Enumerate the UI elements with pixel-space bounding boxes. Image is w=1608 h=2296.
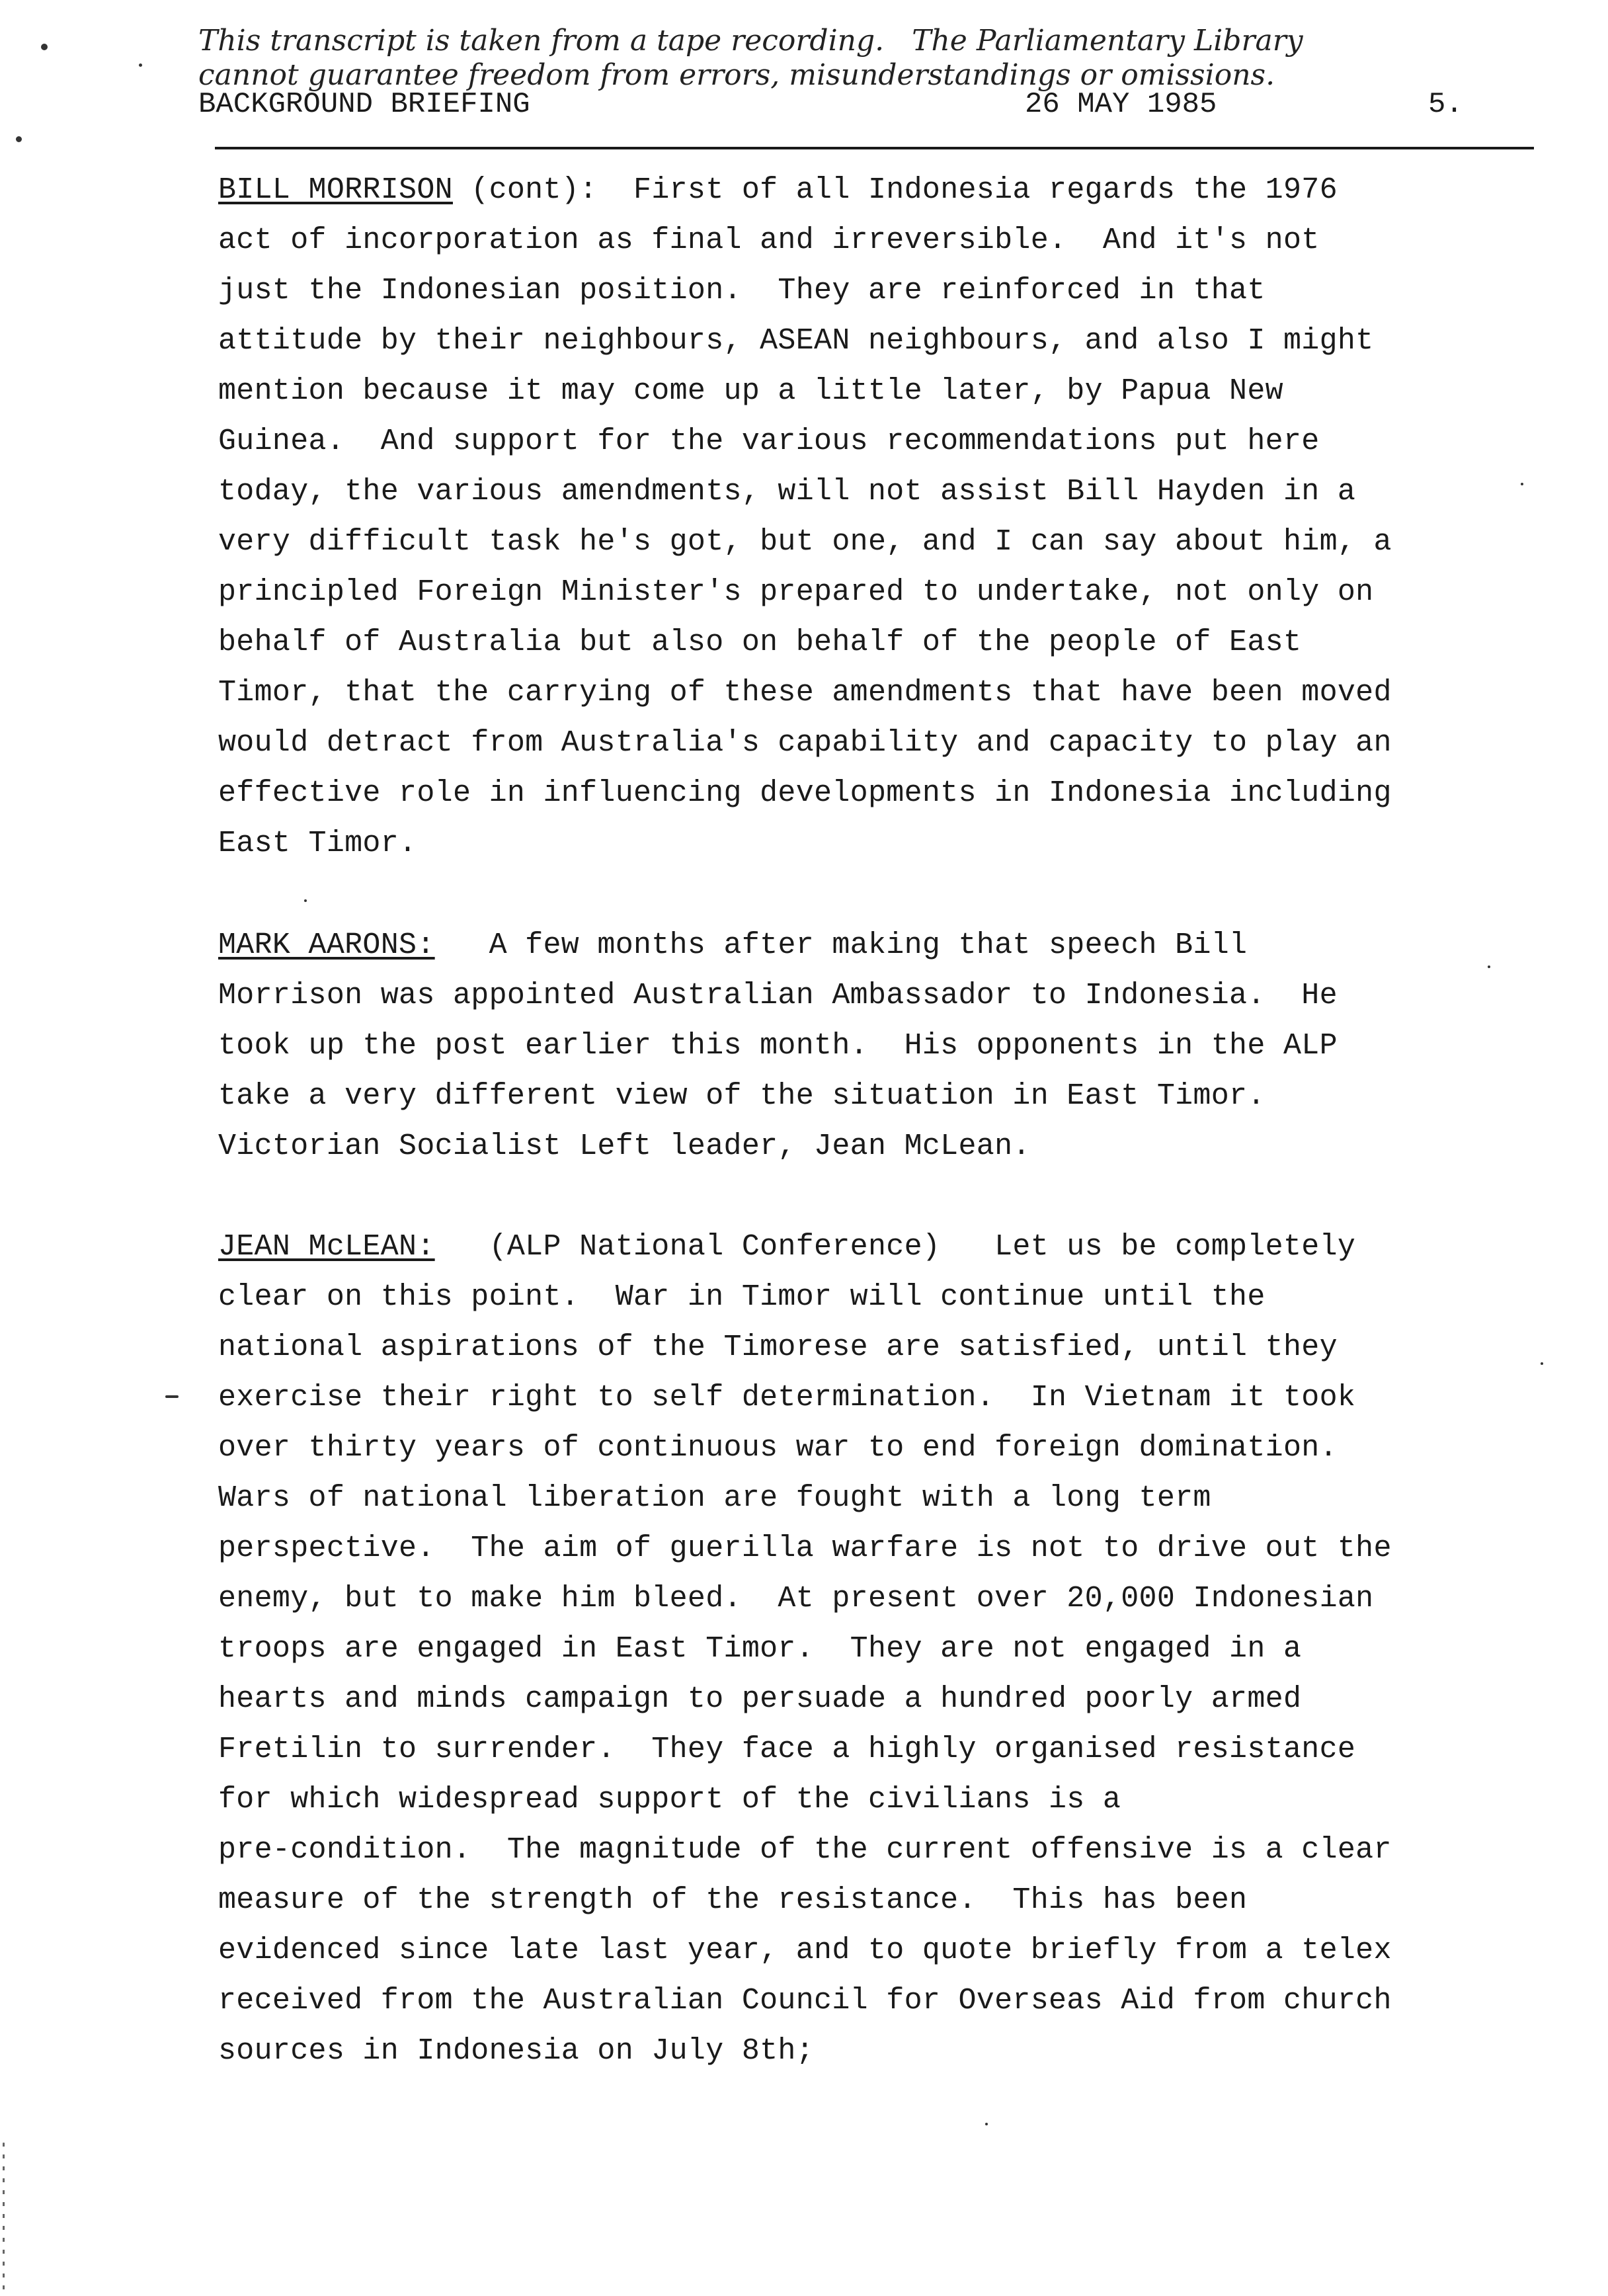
header-divider [215,147,1534,149]
scan-speck [139,63,142,67]
paragraph-line: Wars of national liberation are fought with a long term [218,1481,1211,1515]
paragraph-bill-morrison [218,165,1560,869]
disclaimer-line-2: cannot guarantee freedom from errors, misunderstandings or omissions. [198,58,1275,92]
speaker-name: MARK AARONS: [218,928,435,962]
paragraph-line: pre-condition. The magnitude of the current offensive is a clear [218,1833,1392,1867]
speaker-suffix: (cont): [452,173,598,207]
paragraph-line [218,165,1560,216]
line-text: (ALP National Conference) Let us be completely [434,1230,1356,1264]
paragraph-line: hearts and minds campaign to persuade a hundred poorly armed [218,1682,1302,1716]
paragraph-line: over thirty years of continuous war to end foreign domination. [218,1431,1338,1465]
scan-speck [41,44,48,50]
paragraph-line: measure of the strength of the resistance. This has been [218,1883,1248,1917]
scan-speck [16,136,22,142]
paragraph-line: just the Indonesian position. They are reinforced in that [218,274,1266,308]
paragraph-line: act of incorporation as final and irreversible. And it's not [218,224,1320,257]
scan-speck [985,2123,988,2125]
paragraph-line: perspective. The aim of guerilla warfare is not to drive out the [218,1532,1392,1565]
paragraph-line: took up the post earlier this month. His opponents in the ALP [218,1029,1338,1063]
paragraph-line: mention because it may come up a little later, by Papua New [218,374,1283,408]
paragraph-line: Guinea. And support for the various recommendations put here [218,425,1320,458]
scan-speck [165,1395,179,1398]
paragraph-line: clear on this point. War in Timor will continue until the [218,1280,1266,1314]
paragraph-mark-aarons [218,921,1560,1172]
line-text: First of all Indonesia regards the 1976 [597,173,1338,207]
paragraph-line: sources in Indonesia on July 8th; [218,2034,815,2068]
paragraph-line: troops are engaged in East Timor. They are not engaged in a [218,1632,1302,1666]
paragraph-line: would detract from Australia's capability and capacity to play an [218,726,1392,760]
paragraph-line: East Timor. [218,827,417,860]
paragraph-line: for which widespread support of the civilians is a [218,1783,1121,1817]
scan-speck [1541,1362,1543,1365]
paragraph-line [218,921,1560,971]
broadcast-date: 26 MAY 1985 [1025,88,1217,121]
page-number: 5. [1428,88,1463,121]
paragraph-line: Fretilin to surrender. They face a highly organised resistance [218,1733,1356,1766]
paragraph-line: received from the Australian Council for Overseas Aid from church [218,1984,1392,2018]
paragraph-line: Victorian Socialist Left leader, Jean McLean. [218,1129,1031,1163]
disclaimer [198,24,1303,93]
paragraph-line: exercise their right to self determination. In Vietnam it took [218,1381,1356,1414]
paragraph-line: principled Foreign Minister's prepared to undertake, not only on [218,575,1374,609]
paragraph-line [218,1222,1560,1272]
paragraph-line: effective role in influencing developments in Indonesia including [218,776,1392,810]
paragraph-jean-mclean [218,1222,1560,2076]
paragraph-line: evidenced since late last year, and to quote briefly from a telex [218,1934,1392,1967]
scan-speck [1488,965,1490,968]
paragraph-line: enemy, but to make him bleed. At present over 20,000 Indonesian [218,1582,1374,1616]
paragraph-line: behalf of Australia but also on behalf of the people of East [218,626,1302,659]
paragraph-line: very difficult task he's got, but one, and I can say about him, a [218,525,1392,559]
program-title: BACKGROUND BRIEFING [198,88,530,121]
speaker-name: BILL MORRISON [218,173,453,207]
scan-speck [3,2143,5,2295]
disclaimer-line-1: This transcript is taken from a tape recording. The Parliamentary Library [198,24,1303,58]
paragraph-line: take a very different view of the situation in East Timor. [218,1079,1266,1113]
paragraph-line: Timor, that the carrying of these amendments that have been moved [218,676,1392,710]
paragraph-line: today, the various amendments, will not assist Bill Hayden in a [218,475,1356,509]
speaker-name: JEAN McLEAN: [218,1230,435,1264]
scan-speck [304,899,307,902]
line-text: A few months after making that speech Bill [434,928,1248,962]
scan-speck [1521,483,1523,485]
paragraph-line: attitude by their neighbours, ASEAN neighbours, and also I might [218,324,1374,358]
paragraph-line: Morrison was appointed Australian Ambassador to Indonesia. He [218,979,1338,1012]
paragraph-line: national aspirations of the Timorese are satisfied, until they [218,1331,1338,1364]
page-header [198,87,1468,127]
